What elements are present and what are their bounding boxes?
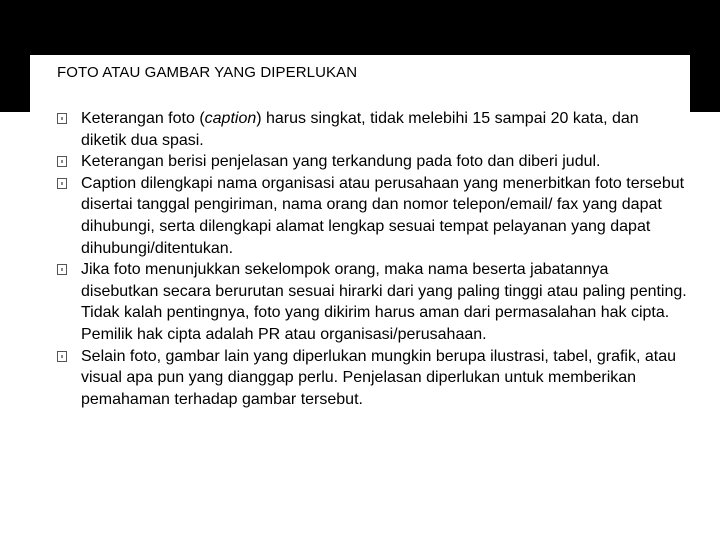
bullet-marker-icon: [57, 264, 67, 275]
bullet-marker-icon: [57, 156, 67, 167]
bullet-marker-icon: [57, 178, 67, 189]
bullet-text: Jika foto menunjukkan sekelompok orang, maka nama beserta jabatannya disebutkan secara berurutan sesuai hirarki dari yang paling tinggi atau paling penting. Tidak kalah pentingnya, foto yang dikirim harus aman dari permasalahan hak cipta. Pemilik hak cipta adalah PR atau organisasi/perusahaan.: [81, 261, 687, 343]
bullet-item: [57, 173, 687, 259]
bullet-text: Keterangan foto (caption) harus singkat, tidak melebihi 15 sampai 20 kata, dan diketik dua spasi.: [81, 110, 639, 149]
bullet-text: Selain foto, gambar lain yang diperlukan mungkin berupa ilustrasi, tabel, grafik, atau visual apa pun yang dianggap perlu. Penjelasan diperlukan untuk memberikan pemahaman terhadap gambar tersebut.: [81, 347, 677, 408]
bullet-item: [57, 346, 687, 411]
bullet-text: Caption dilengkapi nama organisasi atau perusahaan yang menerbitkan foto tersebut disertai tanggal pengiriman, nama orang dan nomor telepon/email/ fax yang dapat dihubungi, serta dilengkapi alamat lengkap sesuai tempat pelayanan yang dapat dihubungi/ditentukan.: [81, 174, 685, 257]
bullet-marker-icon: [57, 113, 67, 124]
bullet-text: Keterangan berisi penjelasan yang terkandung pada foto dan diberi judul.: [81, 153, 601, 171]
bullet-list: [57, 108, 687, 410]
bullet-item: [57, 151, 687, 173]
slide-title: FOTO ATAU GAMBAR YANG DIPERLUKAN: [57, 64, 358, 81]
bullet-item: [57, 108, 687, 151]
bullet-item: [57, 259, 687, 345]
bullet-marker-icon: [57, 351, 67, 362]
